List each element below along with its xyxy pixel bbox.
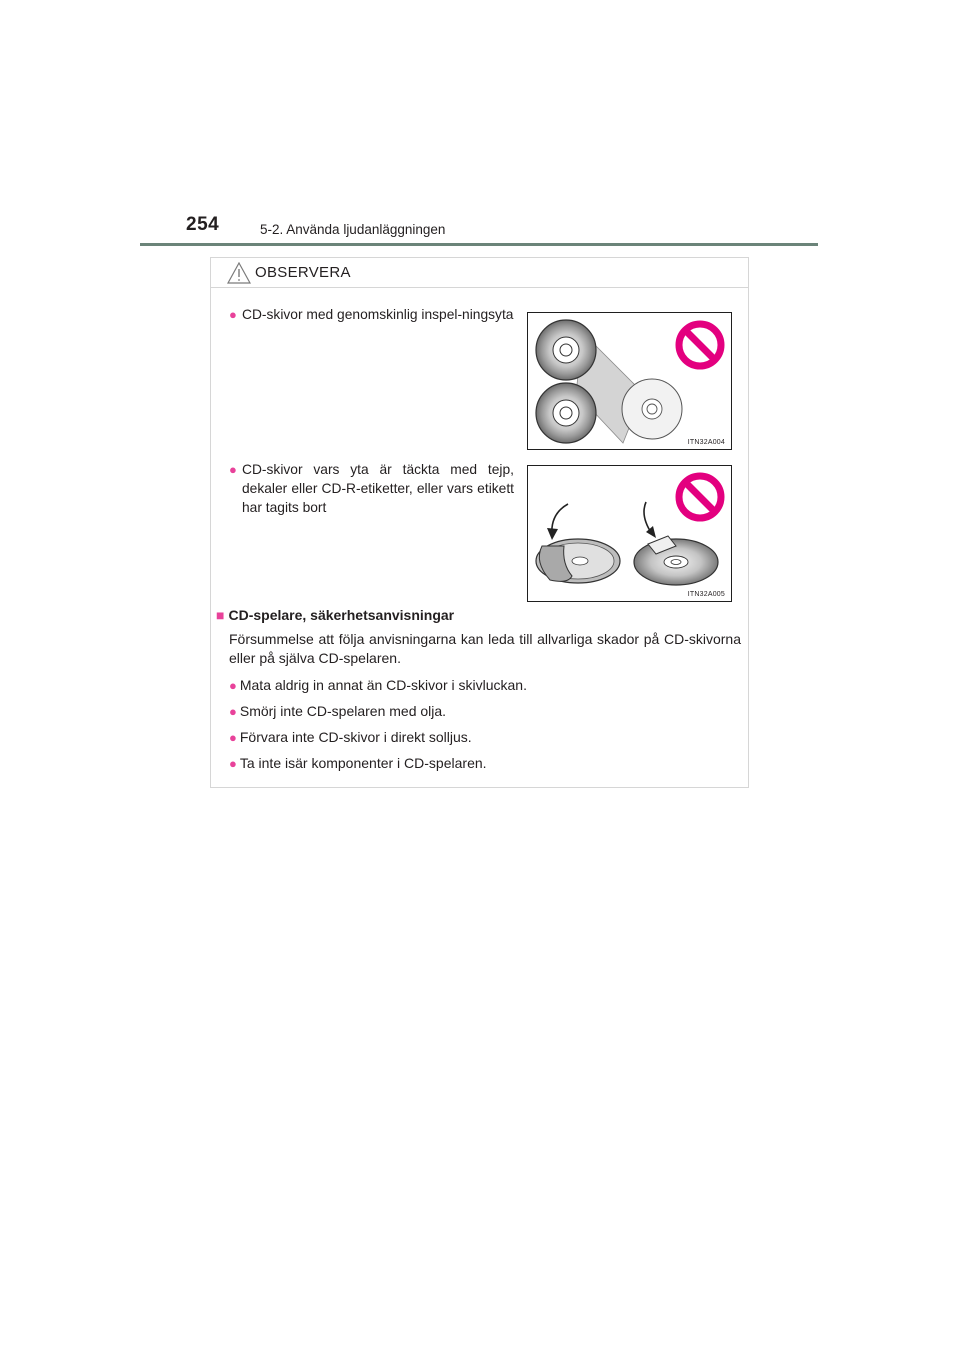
list-item	[229, 754, 487, 773]
illustration-transparent-cd	[527, 312, 732, 450]
bullet-icon: ●	[229, 756, 237, 771]
paragraph: Försummelse att följa anvisningarna kan leda till allvarliga skador på CD-skivorna eller på själva CD-spelaren.	[229, 631, 741, 666]
section-title: 5-2. Använda ljudanläggningen	[260, 222, 446, 237]
bullet-icon: ●	[229, 678, 237, 693]
square-bullet-icon: ■	[216, 607, 225, 623]
caution-header	[211, 258, 748, 288]
cd-disc-icon	[536, 383, 596, 443]
list-item	[229, 702, 446, 721]
caution-title: OBSERVERA	[255, 264, 351, 281]
cd-disc-icon	[622, 379, 682, 439]
subheading-text: CD-spelare, säkerhetsanvisningar	[228, 607, 455, 623]
illustration-code: ITN32A004	[687, 439, 725, 446]
prohibition-icon	[679, 476, 721, 518]
list-item-text: Förvara inte CD-skivor i direkt solljus.	[239, 729, 472, 745]
prohibition-icon	[679, 324, 721, 366]
cd-disc-icon	[536, 320, 596, 380]
curved-arrow-icon	[547, 504, 568, 540]
caution-item-1-text: CD-skivor med genomskinlig inspel-ningsyta	[242, 307, 514, 322]
caution-item-2	[229, 460, 514, 517]
curved-arrow-icon	[644, 502, 656, 538]
illustration-code: ITN32A005	[687, 591, 725, 598]
cd-disc-icon	[536, 539, 620, 583]
bullet-icon: ●	[229, 462, 237, 477]
subheading	[216, 607, 454, 623]
list-item	[229, 676, 527, 695]
illustration-covered-cd	[527, 465, 732, 602]
bullet-icon: ●	[229, 730, 237, 745]
caution-item-1	[229, 305, 514, 324]
caution-item-2-text: CD-skivor vars yta är täckta med tejp, dekaler eller CD-R-etiketter, eller vars etikett har tagits bort	[242, 462, 514, 515]
warning-triangle-icon	[227, 262, 251, 289]
cd-disc-icon	[634, 536, 718, 585]
page-number: 254	[186, 214, 220, 235]
list-item	[229, 728, 472, 747]
list-item-text: Mata aldrig in annat än CD-skivor i skivluckan.	[239, 677, 527, 693]
header-rule	[140, 243, 818, 246]
list-item-text: Ta inte isär komponenter i CD-spelaren.	[239, 755, 487, 771]
bullet-icon: ●	[229, 307, 237, 322]
list-item-text: Smörj inte CD-spelaren med olja.	[239, 703, 447, 719]
bullet-icon: ●	[229, 704, 237, 719]
